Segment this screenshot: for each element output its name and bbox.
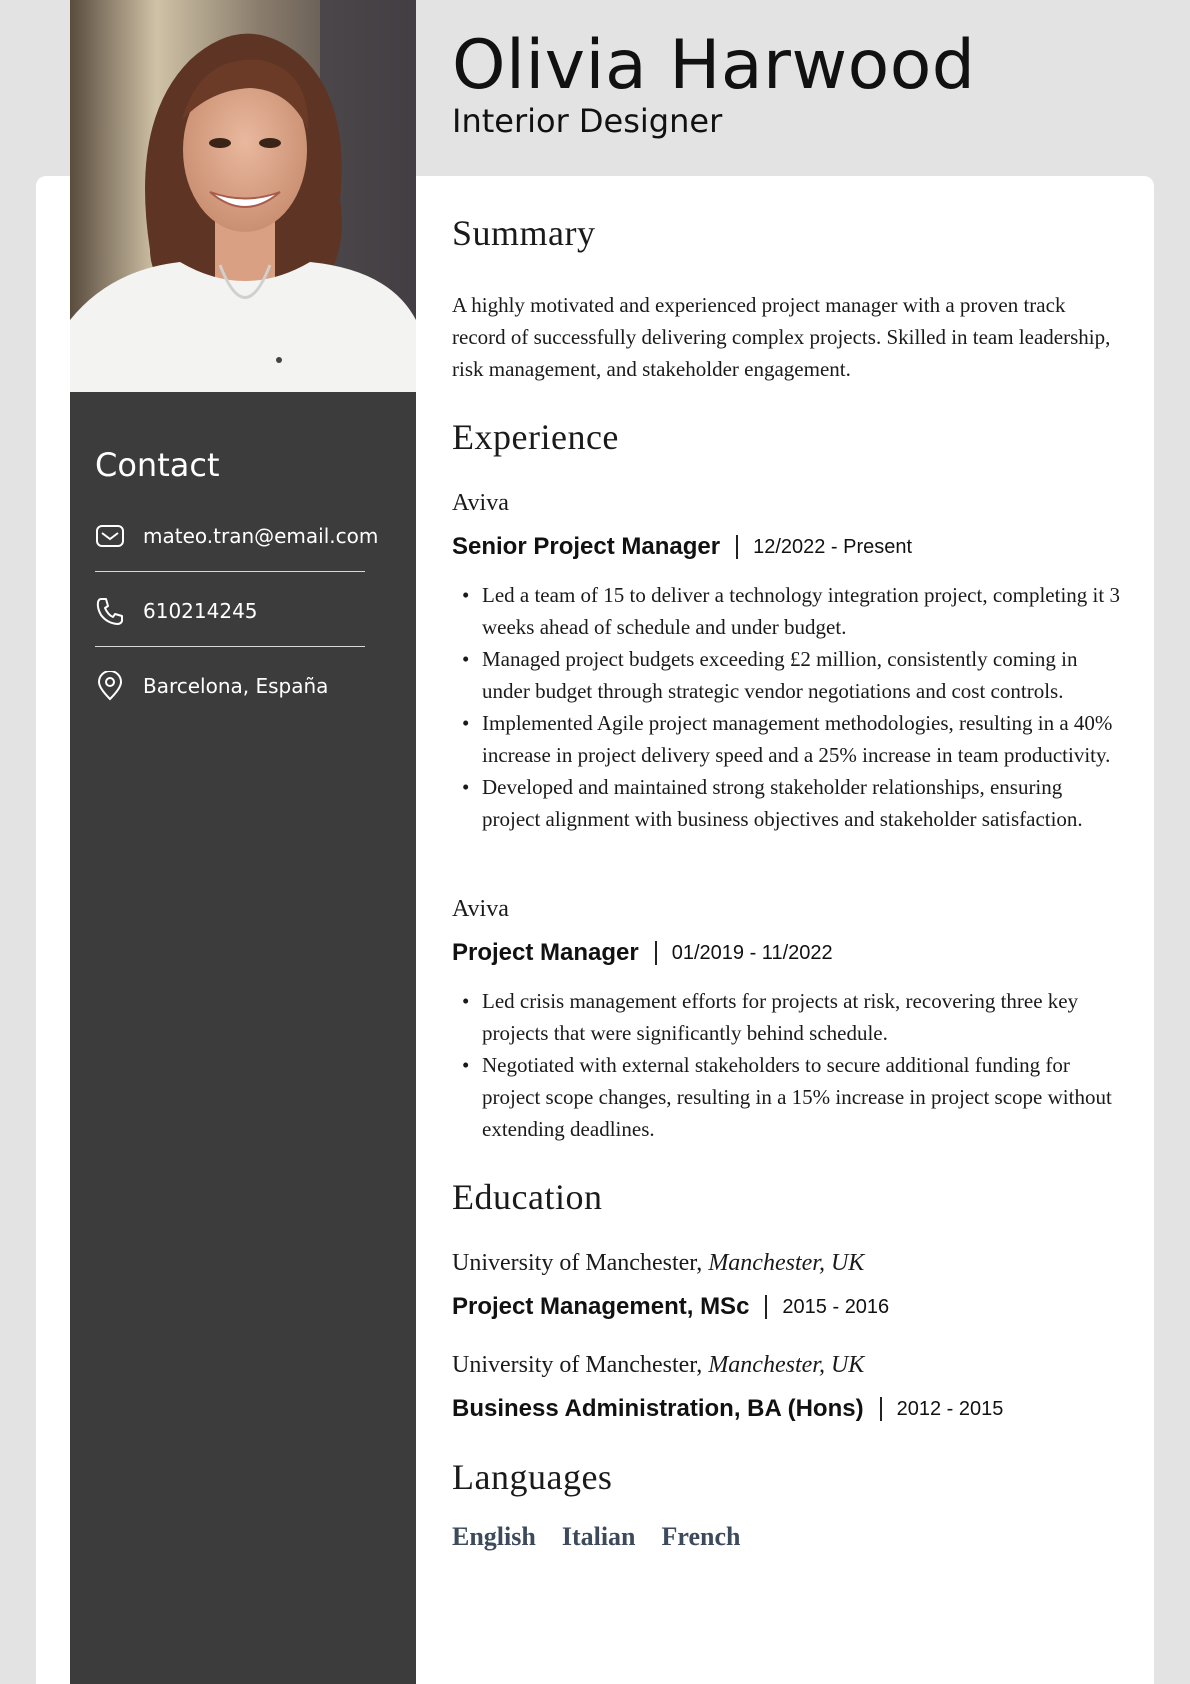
contact-title: Contact (95, 446, 220, 484)
job-company: Aviva (452, 490, 509, 516)
education-heading (452, 1395, 1003, 1423)
location-pin-icon (95, 671, 125, 701)
contact-divider (95, 571, 365, 572)
languages-list (452, 1522, 740, 1552)
separator (655, 941, 657, 965)
language-item: French (661, 1522, 741, 1551)
job-bullets (452, 985, 1122, 1145)
summary-text: A highly motivated and experienced project manager with a proven track record of successfully delivering complex projects. Skilled in team leadership, risk management, and stakeholder engagement. (452, 293, 1111, 381)
summary-title: Summary (452, 213, 596, 253)
contact-email[interactable] (95, 521, 379, 551)
degree-dates: 2015 - 2016 (782, 1295, 890, 1318)
separator (765, 1295, 767, 1319)
candidate-role: Interior Designer (452, 102, 723, 140)
degree-title: Business Administration, BA (Hons) (452, 1395, 864, 1422)
degree-title: Project Management, MSc (452, 1293, 750, 1320)
contact-location (95, 671, 365, 701)
education-school (452, 1250, 864, 1277)
phone-icon (95, 596, 125, 626)
job-dates: 01/2019 - 11/2022 (671, 941, 833, 964)
job-position: Senior Project Manager (452, 533, 721, 560)
profile-photo (70, 0, 416, 392)
job-bullets (452, 579, 1122, 835)
job-company: Aviva (452, 896, 509, 922)
list-item: • Managed project budgets exceeding £2 million, consistently coming in under budget through strategic vendor negotiations and cost controls. (452, 643, 1122, 707)
job-dates: 12/2022 - Present (753, 535, 913, 558)
education-heading (452, 1293, 889, 1321)
location-text: Barcelona, España (143, 674, 329, 698)
school-name: University of Manchester, (452, 1352, 703, 1378)
email-text[interactable]: mateo.tran@email.com (143, 524, 379, 548)
job-heading (452, 939, 833, 967)
job-position: Project Manager (452, 939, 639, 966)
list-item: • Developed and maintained strong stakeholder relationships, ensuring project alignment with business objectives and stakeholder satisfaction. (452, 771, 1122, 835)
language-item: English (452, 1522, 536, 1551)
contact-divider (95, 646, 365, 647)
education-title: Education (452, 1177, 603, 1217)
phone-text[interactable]: 610214245 (143, 599, 258, 623)
school-location: Manchester, UK (708, 1352, 865, 1378)
education-school (452, 1352, 864, 1379)
contact-phone[interactable] (95, 596, 365, 626)
experience-title: Experience (452, 417, 619, 457)
list-item: • Negotiated with external stakeholders to secure additional funding for project scope changes, resulting in a 15% increase in project scope without extending deadlines. (452, 1049, 1122, 1145)
candidate-name: Olivia Harwood (452, 26, 976, 105)
language-item: Italian (561, 1522, 636, 1551)
list-item: • Implemented Agile project management methodologies, resulting in a 40% increase in project delivery speed and a 25% increase in team productivity. (452, 707, 1122, 771)
list-item: • Led crisis management efforts for projects at risk, recovering three key projects that were significantly behind schedule. (452, 985, 1122, 1049)
sidebar (70, 0, 416, 1684)
school-location: Manchester, UK (708, 1250, 865, 1276)
mail-icon (95, 521, 125, 551)
languages-title: Languages (452, 1457, 613, 1497)
job-heading (452, 533, 912, 561)
separator (880, 1397, 882, 1421)
separator (736, 535, 738, 559)
list-item: • Led a team of 15 to deliver a technology integration project, completing it 3 weeks ahead of schedule and under budget. (452, 579, 1122, 643)
school-name: University of Manchester, (452, 1250, 703, 1276)
degree-dates: 2012 - 2015 (896, 1397, 1004, 1420)
